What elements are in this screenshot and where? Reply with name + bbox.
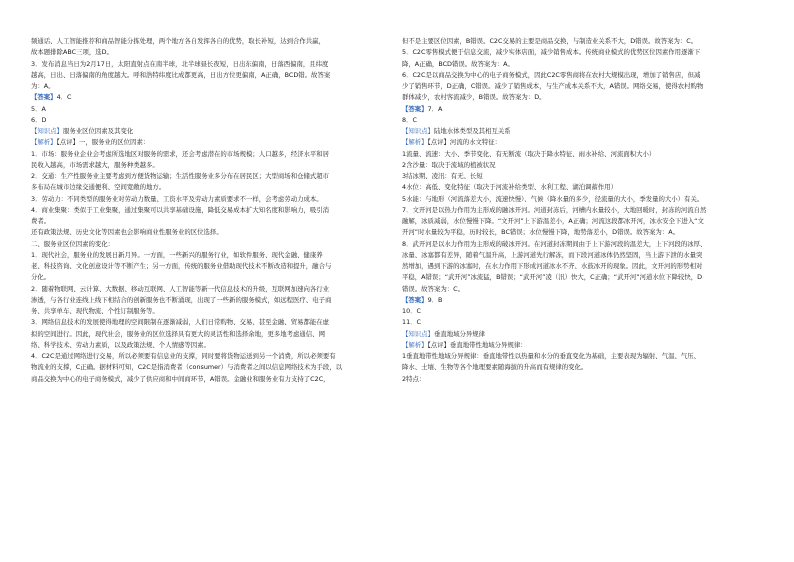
text-line	[31, 239, 381, 250]
section-label-line	[402, 126, 752, 137]
line-text: 频通话、人工智能推荐和商品智能分拣处理，两个地方各自发挥各自的优势，取长补短，达到合作共赢，	[31, 37, 325, 45]
line-text: 4水位：高低、变化特征（取决于河流补给类型、水利工程、湖泊调蓄作用）	[402, 183, 617, 192]
text-line	[402, 227, 752, 238]
line-text: 8．C	[402, 115, 417, 124]
section-label-line	[31, 126, 381, 137]
text-line	[31, 194, 381, 205]
answer-tag: 【答案】	[31, 93, 57, 102]
section-label-line	[402, 329, 752, 340]
line-text: 3结冰期、凌汛：有无、长短	[402, 172, 483, 180]
section-tag: 【解析】	[31, 138, 57, 147]
text-line	[402, 36, 752, 47]
line-text: 服务业区位因素及其变化	[62, 127, 134, 135]
line-text: 故本题排除ABC三项，选D。	[31, 48, 113, 57]
line-text: 7．A	[427, 104, 443, 113]
section-tag: 【知识点】	[31, 127, 63, 135]
text-line	[402, 194, 752, 205]
answer-line	[402, 295, 752, 306]
text-line	[31, 317, 381, 328]
text-line	[31, 306, 381, 317]
line-text: 多布局在城市边缘交通便利、空间宽敞的地方。	[31, 183, 166, 192]
line-text: 费者。	[31, 217, 51, 225]
line-text: 群体减少，农村客流减少，B错误。故答案为：D。	[402, 93, 546, 102]
line-text: 融解，冰质减弱，水位慢慢下降。“文开河”上下游温差小，A正确；河流这段都冰开河，冰水安全下进入“文	[402, 217, 704, 225]
line-text: 6．D	[31, 115, 47, 124]
line-text: 4．C	[56, 93, 72, 102]
text-line	[402, 92, 752, 103]
section-tag: 【知识点】	[402, 329, 434, 338]
text-line	[402, 362, 752, 373]
text-line	[402, 216, 752, 227]
line-text: 8．武开河是以水力作用为主形成的破冰开河。在河道封冻期间由于上下游河段的温差大，上下河段的冰厚、	[402, 239, 707, 248]
line-text: 1垂直地带性地域分异规律：垂直地带性以热量和水分的垂直变化为基础，主要表现为辐射、气温、气压、	[402, 352, 701, 360]
answer-tag: 【答案】	[402, 104, 428, 113]
line-text: 7．文开河是以热力作用为主形成的融冰开河。河道封冻后，河槽内水量较小，大地回暖时，封冻的河流自然	[402, 205, 707, 214]
answer-line	[31, 92, 381, 103]
text-line	[31, 284, 381, 295]
line-text: 商品交换为中心的电子商务模式，减少了供应商和中间商环节，A错误。金融业和服务业有力支持了C2C，	[31, 374, 330, 383]
text-line	[31, 351, 381, 362]
line-text: 老、科技咨询、文化创意设计等不断产生；另一方面，传统的服务业借助现代技术不断改造和提升，融合与	[31, 262, 332, 270]
line-text: 1．市场：服务业企业会考虑所选地区对服务的需求，还会考虑潜在的市场规模；人口越多，经济水平和居	[31, 149, 330, 158]
line-text: 民收入越高，市场需求越大，服务种类越多。	[31, 160, 159, 169]
text-line	[402, 182, 752, 193]
line-text: 越高，日出、日落偏南的角度越大。呼和浩特纬度比成都更高，日出方位更偏南，A正确，BCD错。故答案	[31, 70, 331, 79]
right-column	[402, 36, 752, 385]
line-text: 陆地水体类型及其相互关系	[433, 127, 511, 135]
line-text: 少了销售环节，D正确，C错误。减少了销售成本，与生产成本关系不大，A错误。网络交易，使得农村购物	[402, 82, 704, 90]
line-text: 9．B	[427, 295, 443, 304]
line-text: 11．C	[402, 318, 421, 327]
text-line	[402, 250, 752, 261]
line-text: 平稳，A错误；“武开河”冰流猛，B错误；“武开河”凌（汛）快大，C正确；“武开河”河道水位下降较快，D	[402, 273, 703, 282]
text-line	[31, 59, 381, 70]
section-label-line	[402, 340, 752, 351]
line-text: 10．C	[402, 307, 421, 315]
text-line	[402, 149, 752, 160]
text-line	[402, 272, 752, 283]
text-line	[402, 70, 752, 81]
line-text: 4．商业集聚：类似于工业集聚，通过集聚可以共享基础设施，降低交易成本扩大知名度和影响力，吸引消	[31, 205, 330, 214]
text-line	[31, 205, 381, 216]
text-line	[402, 160, 752, 171]
line-text: 【点评】河流的水文特征：	[427, 138, 502, 147]
line-text: 4．C2C是通过网络进行交易，所以必须要有信息业的支撑，同时要将货物运送到另一个消费，所以必须要有	[31, 352, 336, 360]
text-line	[402, 171, 752, 182]
line-text: 5．A	[31, 104, 46, 113]
line-text: 3．网络信息技术的发展使得地理的空间限制在逐渐减弱，人们日常购物、交易、甚至金融、贸易都能在虚	[31, 318, 330, 327]
line-text: 开河”时水量较为平稳，历时较长，BC错误；水位慢慢下降，地势落差小，D错误。故答案为：A。	[402, 228, 679, 237]
answer-line	[402, 104, 752, 115]
text-line	[31, 81, 381, 92]
text-line	[31, 149, 381, 160]
line-text: 2．交通：生产性服务业主要考虑到方便货物运输；生活性服务业多分布在居民区；大型商场和仓储式超市	[31, 172, 330, 180]
text-line	[31, 329, 381, 340]
text-line	[402, 47, 752, 58]
answer-tag: 【答案】	[402, 295, 428, 304]
line-text: 还有政策法规、历史文化等因素也会影响商业性服务业的区位选择。	[31, 228, 223, 237]
line-text: 2．随着物联网、云计算、大数据、移动互联网、人工智能等新一代信息技术的升级，互联网加速向各行业	[31, 284, 330, 293]
text-line	[402, 284, 752, 295]
section-label-line	[402, 137, 752, 148]
text-line	[31, 295, 381, 306]
section-tag: 【解析】	[402, 138, 428, 147]
text-line	[31, 340, 381, 351]
line-text: 3．发布消息当日为2月17日，太阳直射点在南半球，北半球昼长夜短，日出东偏南，日落西偏南，且纬度	[31, 59, 329, 68]
text-line	[31, 115, 381, 126]
line-text: 6．C2C是以商品交换为中心的电子商务模式，因此C2C零售商将在农村大规模出现，增加了销售店，但减	[402, 70, 701, 79]
text-line	[31, 227, 381, 238]
line-text: 渗透，与各行业连线上线下相结合的创新服务也不断涌现，出现了一些新的服务模式，如远程医疗、电子商	[31, 295, 332, 304]
line-text: 【点评】一，服务业的区位因素：	[56, 138, 150, 147]
line-text: 垂直地域分异规律	[433, 329, 486, 338]
line-text: 务、共享单车、现代物流、个性订制服务等。	[31, 307, 159, 315]
line-text: 拟的空间进行。因此，现代社会，服务业的区位选择具有更大的灵活性和选择余地，更多地考虑通信、网	[31, 329, 325, 338]
text-line	[31, 104, 381, 115]
line-text: 2特点：	[402, 374, 426, 383]
text-line	[402, 306, 752, 317]
line-text: 冰量、冰塞都有差异，随着气温升高，上游河道先行解冻，而下段河道冰体仍然坚固，当上游下泄的水量突	[402, 250, 703, 259]
text-line	[402, 239, 752, 250]
left-column	[31, 36, 381, 385]
text-line	[402, 317, 752, 328]
line-text: 2含沙量：取决于流域的植被状况	[402, 160, 496, 169]
text-line	[31, 47, 381, 58]
text-line	[31, 36, 381, 47]
line-text: 5水能：与地形（河流落差大小，流速快慢）、气候（降水量的多少，径流量的大小，季发量的大小）有关。	[402, 194, 704, 203]
text-line	[31, 70, 381, 81]
line-text: 1流量、流速：大小、季节变化、有无断流（取决于降水特征、雨水补给、河流面积大小）	[402, 149, 656, 158]
line-text: 1．现代社会，服务业的发展日新月异。一方面，一些新兴的服务行业，如软件服务、现代金融、健康养	[31, 250, 323, 259]
section-tag: 【知识点】	[402, 127, 434, 135]
text-line	[402, 374, 752, 385]
text-line	[31, 374, 381, 385]
text-line	[402, 81, 752, 92]
text-line	[31, 261, 381, 272]
line-text: 错误。故答案为：C。	[402, 284, 464, 293]
line-text: 然增加，遇到下游的冰塞时，在水力作用下形成河道冰水不齐、水鼓冰开的现象。因此，文开河的形势相对	[402, 262, 703, 270]
line-text: 分化。	[31, 273, 51, 282]
line-text: 物流业的支撑，C正确。据材料可知，C2C是指消费者（consumer）与消费者之间以信息网络技术为手段，以	[31, 363, 343, 372]
line-text: 降，A正确，BCD错误。故答案为：A。	[402, 59, 514, 68]
line-text: 为：A。	[31, 82, 55, 90]
text-line	[31, 160, 381, 171]
text-line	[31, 362, 381, 373]
text-line	[31, 250, 381, 261]
text-line	[402, 261, 752, 272]
section-tag: 【解析】	[402, 340, 428, 349]
text-line	[31, 171, 381, 182]
line-text: 二、服务业区位因素的变化：	[31, 239, 115, 248]
text-line	[402, 115, 752, 126]
text-line	[402, 205, 752, 216]
text-line	[31, 272, 381, 283]
line-text: 但不是主要区位因素，B错误。C2C交易的主要是商品交换，与制造业关系不大，D错误。故答案为：C。	[402, 37, 698, 45]
line-text: 络、科学技术、劳动力素质，以及政策法规、个人情感等因素。	[31, 340, 210, 349]
line-text: 【点评】垂直地带性地域分异规律：	[427, 340, 527, 349]
section-label-line	[31, 137, 381, 148]
line-text: 5．C2C零售模式便于信息交流，减少实体店面，减少销售成本。传统商业模式的优势区位因素作用逐渐下	[402, 48, 701, 57]
line-text: 降水、土壤、生物等各个地理要素随海拔的升高而有规律的变化。	[402, 363, 588, 372]
text-line	[402, 59, 752, 70]
text-line	[402, 351, 752, 362]
text-line	[31, 216, 381, 227]
line-text: 3．劳动力：不同类型的服务业对劳动力数量、工资水平及劳动力素质要求不一样，会考虑劳动力成本。	[31, 194, 323, 203]
text-line	[31, 182, 381, 193]
